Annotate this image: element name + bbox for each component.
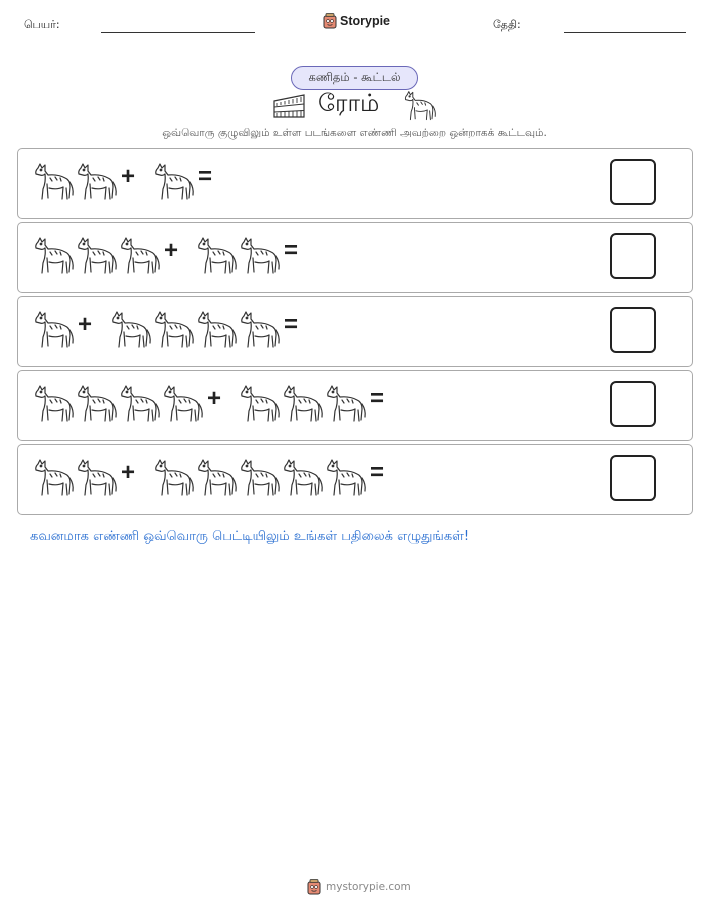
topic-badge: கணிதம் - கூட்டல்	[291, 66, 418, 90]
problem-row	[17, 296, 693, 367]
wolf-icon	[119, 384, 161, 424]
wolf-icon	[153, 162, 195, 202]
plus-sign: +	[121, 163, 136, 190]
wolf-icon	[76, 162, 118, 202]
wolf-icon	[162, 384, 204, 424]
page-title: ரோம்	[318, 89, 380, 117]
problem-row	[17, 444, 693, 515]
problem-row	[17, 148, 693, 219]
storypie-logo-icon	[323, 13, 337, 29]
equals-sign: =	[284, 237, 299, 264]
wolf-icon	[153, 458, 195, 498]
title-row	[0, 87, 709, 123]
site-url: mystorypie.com	[326, 881, 411, 893]
answer-box[interactable]	[610, 159, 656, 205]
answer-box[interactable]	[610, 381, 656, 427]
date-label: தேதி:	[493, 18, 521, 31]
plus-sign: +	[164, 237, 179, 264]
date-write-line[interactable]	[564, 32, 686, 33]
wolf-icon	[153, 310, 195, 350]
plus-sign: +	[121, 459, 136, 486]
wolf-icon	[325, 384, 367, 424]
plus-sign: +	[78, 311, 93, 338]
wolf-icon	[196, 310, 238, 350]
wolf-icon	[110, 310, 152, 350]
wolf-icon	[76, 384, 118, 424]
wolf-icon	[239, 384, 281, 424]
wolf-icon	[33, 236, 75, 276]
wolf-icon	[282, 384, 324, 424]
problem-row	[17, 222, 693, 293]
answer-box[interactable]	[610, 455, 656, 501]
wolf-icon	[33, 384, 75, 424]
wolf-icon	[119, 236, 161, 276]
wolf-icon	[76, 458, 118, 498]
equals-sign: =	[370, 459, 385, 486]
name-write-line[interactable]	[101, 32, 255, 33]
wolf-icon	[76, 236, 118, 276]
wolf-icon	[33, 458, 75, 498]
equals-sign: =	[370, 385, 385, 412]
storypie-logo-icon	[307, 879, 321, 895]
colosseum-icon	[272, 91, 306, 119]
wolf-icon	[239, 458, 281, 498]
brand-name: Storypie	[340, 14, 391, 28]
footer-note: கவனமாக எண்ணி ஒவ்வொரு பெட்டியிலும் உங்கள் பதிலைக் எழுதுங்கள்!	[30, 529, 470, 544]
wolf-icon	[33, 162, 75, 202]
name-label: பெயர்:	[24, 18, 60, 31]
answer-box[interactable]	[610, 307, 656, 353]
wolf-icon	[325, 458, 367, 498]
wolf-icon	[196, 458, 238, 498]
equals-sign: =	[198, 163, 213, 190]
wolf-icon	[403, 90, 437, 122]
wolf-icon	[282, 458, 324, 498]
answer-box[interactable]	[610, 233, 656, 279]
problem-row	[17, 370, 693, 441]
wolf-icon	[196, 236, 238, 276]
wolf-icon	[239, 310, 281, 350]
wolf-icon	[239, 236, 281, 276]
wolf-icon	[33, 310, 75, 350]
brand	[323, 13, 390, 29]
instructions: ஒவ்வொரு குழுவிலும் உள்ள படங்களை எண்ணி அவற்றை ஒன்றாகக் கூட்டவும்.	[162, 127, 547, 139]
plus-sign: +	[207, 385, 222, 412]
site-footer	[307, 879, 411, 895]
equals-sign: =	[284, 311, 299, 338]
